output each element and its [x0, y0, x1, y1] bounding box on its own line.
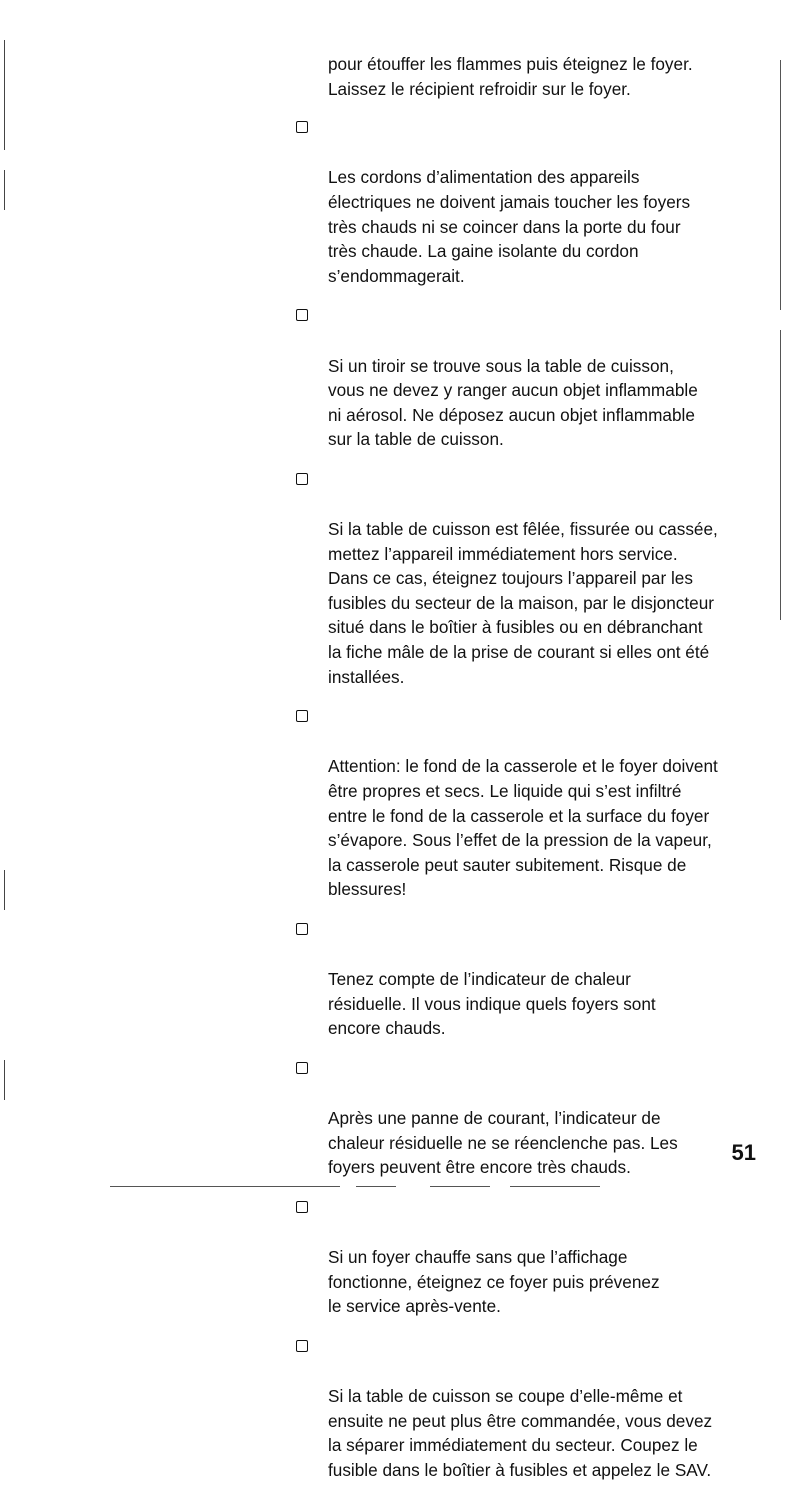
- list-item: [294, 116, 768, 288]
- list-item: [294, 468, 768, 689]
- checkbox-bullet-icon: [296, 121, 308, 133]
- checkbox-bullet-icon: [296, 710, 308, 722]
- scan-right-rule: [780, 60, 781, 310]
- scan-edge-mark: [4, 40, 5, 150]
- scan-right-rule: [780, 330, 781, 620]
- list-item-text: Si la table de cuisson se coupe d’elle-même et ensuite ne peut plus être commandée, vous devez la séparer immédiatement du secteur. Coupez le fusible dans le boîtier à fusibles et appelez le SAV.: [328, 1386, 713, 1480]
- list-item-text: Attention: le fond de la casserole et le foyer doivent être propres et secs. Le liquide qui s’est infiltré entre le fond de la casserole et la surface du foyer s’évapore. Sous l’effet de la pression de la vapeur, la casserole peut sauter subitement. Risque de blessures!: [328, 756, 718, 900]
- checkbox-bullet-icon: [296, 1062, 308, 1074]
- list-item-text: Tenez compte de l’indicateur de chaleur résiduelle. Il vous indique quels foyers sont encore chauds.: [328, 969, 656, 1039]
- page-number: 51: [731, 1140, 756, 1165]
- scan-edge-mark: [4, 870, 5, 910]
- list-item-text: Après une panne de courant, l’indicateur de chaleur résiduelle ne se réenclenche pas. Les foyers peuvent être encore très chauds.: [328, 1108, 678, 1178]
- checkbox-bullet-icon: [296, 923, 308, 935]
- checkbox-bullet-icon: [296, 473, 308, 485]
- list-item-text: Si un tiroir se trouve sous la table de cuisson, vous ne devez y ranger aucun objet inflammable ni aérosol. Ne déposez aucun objet inflammable sur la table de cuisson.: [328, 355, 698, 450]
- list-item-text: Si la table de cuisson est fêlée, fissurée ou cassée, mettez l’appareil immédiatement hors service. Dans ce cas, éteignez toujours l’appareil par les fusibles du secteur de la maison, par le disjoncteur situé dans le boîtier à fusibles ou en débranchant la fiche mâle de la prise de courant si elles ont été installées.: [328, 519, 718, 687]
- intro-paragraph: pour étouffer les flammes puis éteignez le foyer. Laissez le récipient refroidir sur le foyer.: [328, 54, 693, 99]
- list-item: [294, 918, 768, 1041]
- checkbox-bullet-icon: [296, 1340, 308, 1352]
- scan-edge-mark: [4, 170, 5, 210]
- list-item-text: Les cordons d’alimentation des appareils électriques ne doivent jamais toucher les foyers très chauds ni se coincer dans la porte du four très chaude. La gaine isolante du cordon s’endommagerait.: [328, 167, 691, 286]
- text-column: [294, 52, 768, 1498]
- list-item: [294, 1335, 768, 1483]
- list-item: [294, 705, 768, 902]
- scan-edge-mark: [4, 1060, 5, 1100]
- list-item-text: Si un foyer chauffe sans que l’affichage fonctionne, éteignez ce foyer puis prévenez le service après-vente.: [328, 1247, 660, 1317]
- list-item: [294, 1196, 768, 1319]
- list-item: [294, 1057, 768, 1180]
- checkbox-bullet-icon: [296, 309, 308, 321]
- checkbox-bullet-icon: [296, 1201, 308, 1213]
- list-item: [294, 304, 768, 452]
